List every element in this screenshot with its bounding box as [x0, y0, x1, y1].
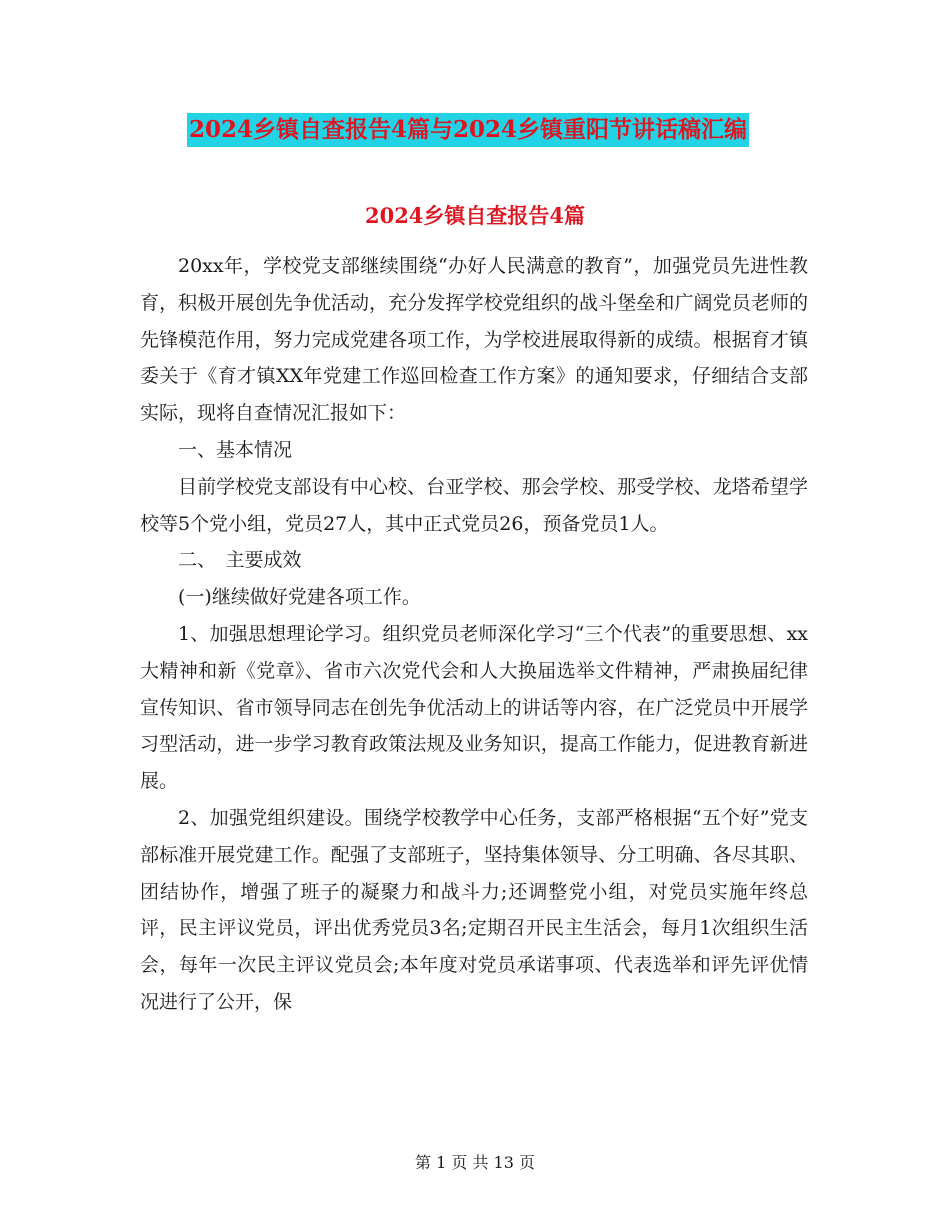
heading-main-results: 二、 主要成效	[178, 549, 302, 572]
paragraph-theory-study: 1、加强思想理论学习。组织党员老师深化学习“三个代表”的重要思想、xx大精神和新《党章》、省市六次党代会和人大换届选举文件精神，严肃换届纪律宣传知识、省市领导同志在创先争优活动上的讲话等内容，在广泛党员中开展学习型活动，进一步学习教育政策法规及业务知识，提高工作能力，促进教育新进展。	[140, 622, 808, 793]
heading-party-work: (一)继续做好党建各项工作。	[178, 586, 421, 609]
paragraph-basic-situation: 目前学校党支部设有中心校、台亚学校、那会学校、那受学校、龙塔希望学校等5个党小组，党员27人，其中正式党员26，预备党员1人。	[140, 475, 808, 535]
document-main-title: 2024乡镇自查报告4篇与2024乡镇重阳节讲话稿汇编	[187, 113, 749, 147]
section-title: 2024乡镇自查报告4篇	[364, 203, 586, 228]
document-body	[140, 248, 808, 1021]
paragraph-intro: 20xx年，学校党支部继续围绕“办好人民满意的教育”，加强党员先进性教育，积极开展创先争优活动，充分发挥学校党组织的战斗堡垒和广阔党员老师的先锋模范作用，努力完成党建各项工作，为学校进展取得新的成绩。根据育才镇委关于《育才镇XX年党建工作巡回检查工作方案》的通知要求，仔细结合支部实际，现将自查情况汇报如下：	[140, 255, 808, 425]
paragraph-organization-building: 2、加强党组织建设。围绕学校教学中心任务，支部严格根据“五个好”党支部标准开展党建工作。配强了支部班子，坚持集体领导、分工明确、各尽其职、团结协作，增强了班子的凝聚力和战斗力;还调整党小组，对党员实施年终总评，民主评议党员，评出优秀党员3名;定期召开民主生活会，每月1次组织生活会，每年一次民主评议党员会;本年度对党员承诺事项、代表选举和评先评优情况进行了公开，保	[140, 806, 808, 1013]
page-number-footer: 第 1 页 共 13 页	[415, 1153, 535, 1172]
heading-basic-situation: 一、基本情况	[178, 438, 293, 461]
